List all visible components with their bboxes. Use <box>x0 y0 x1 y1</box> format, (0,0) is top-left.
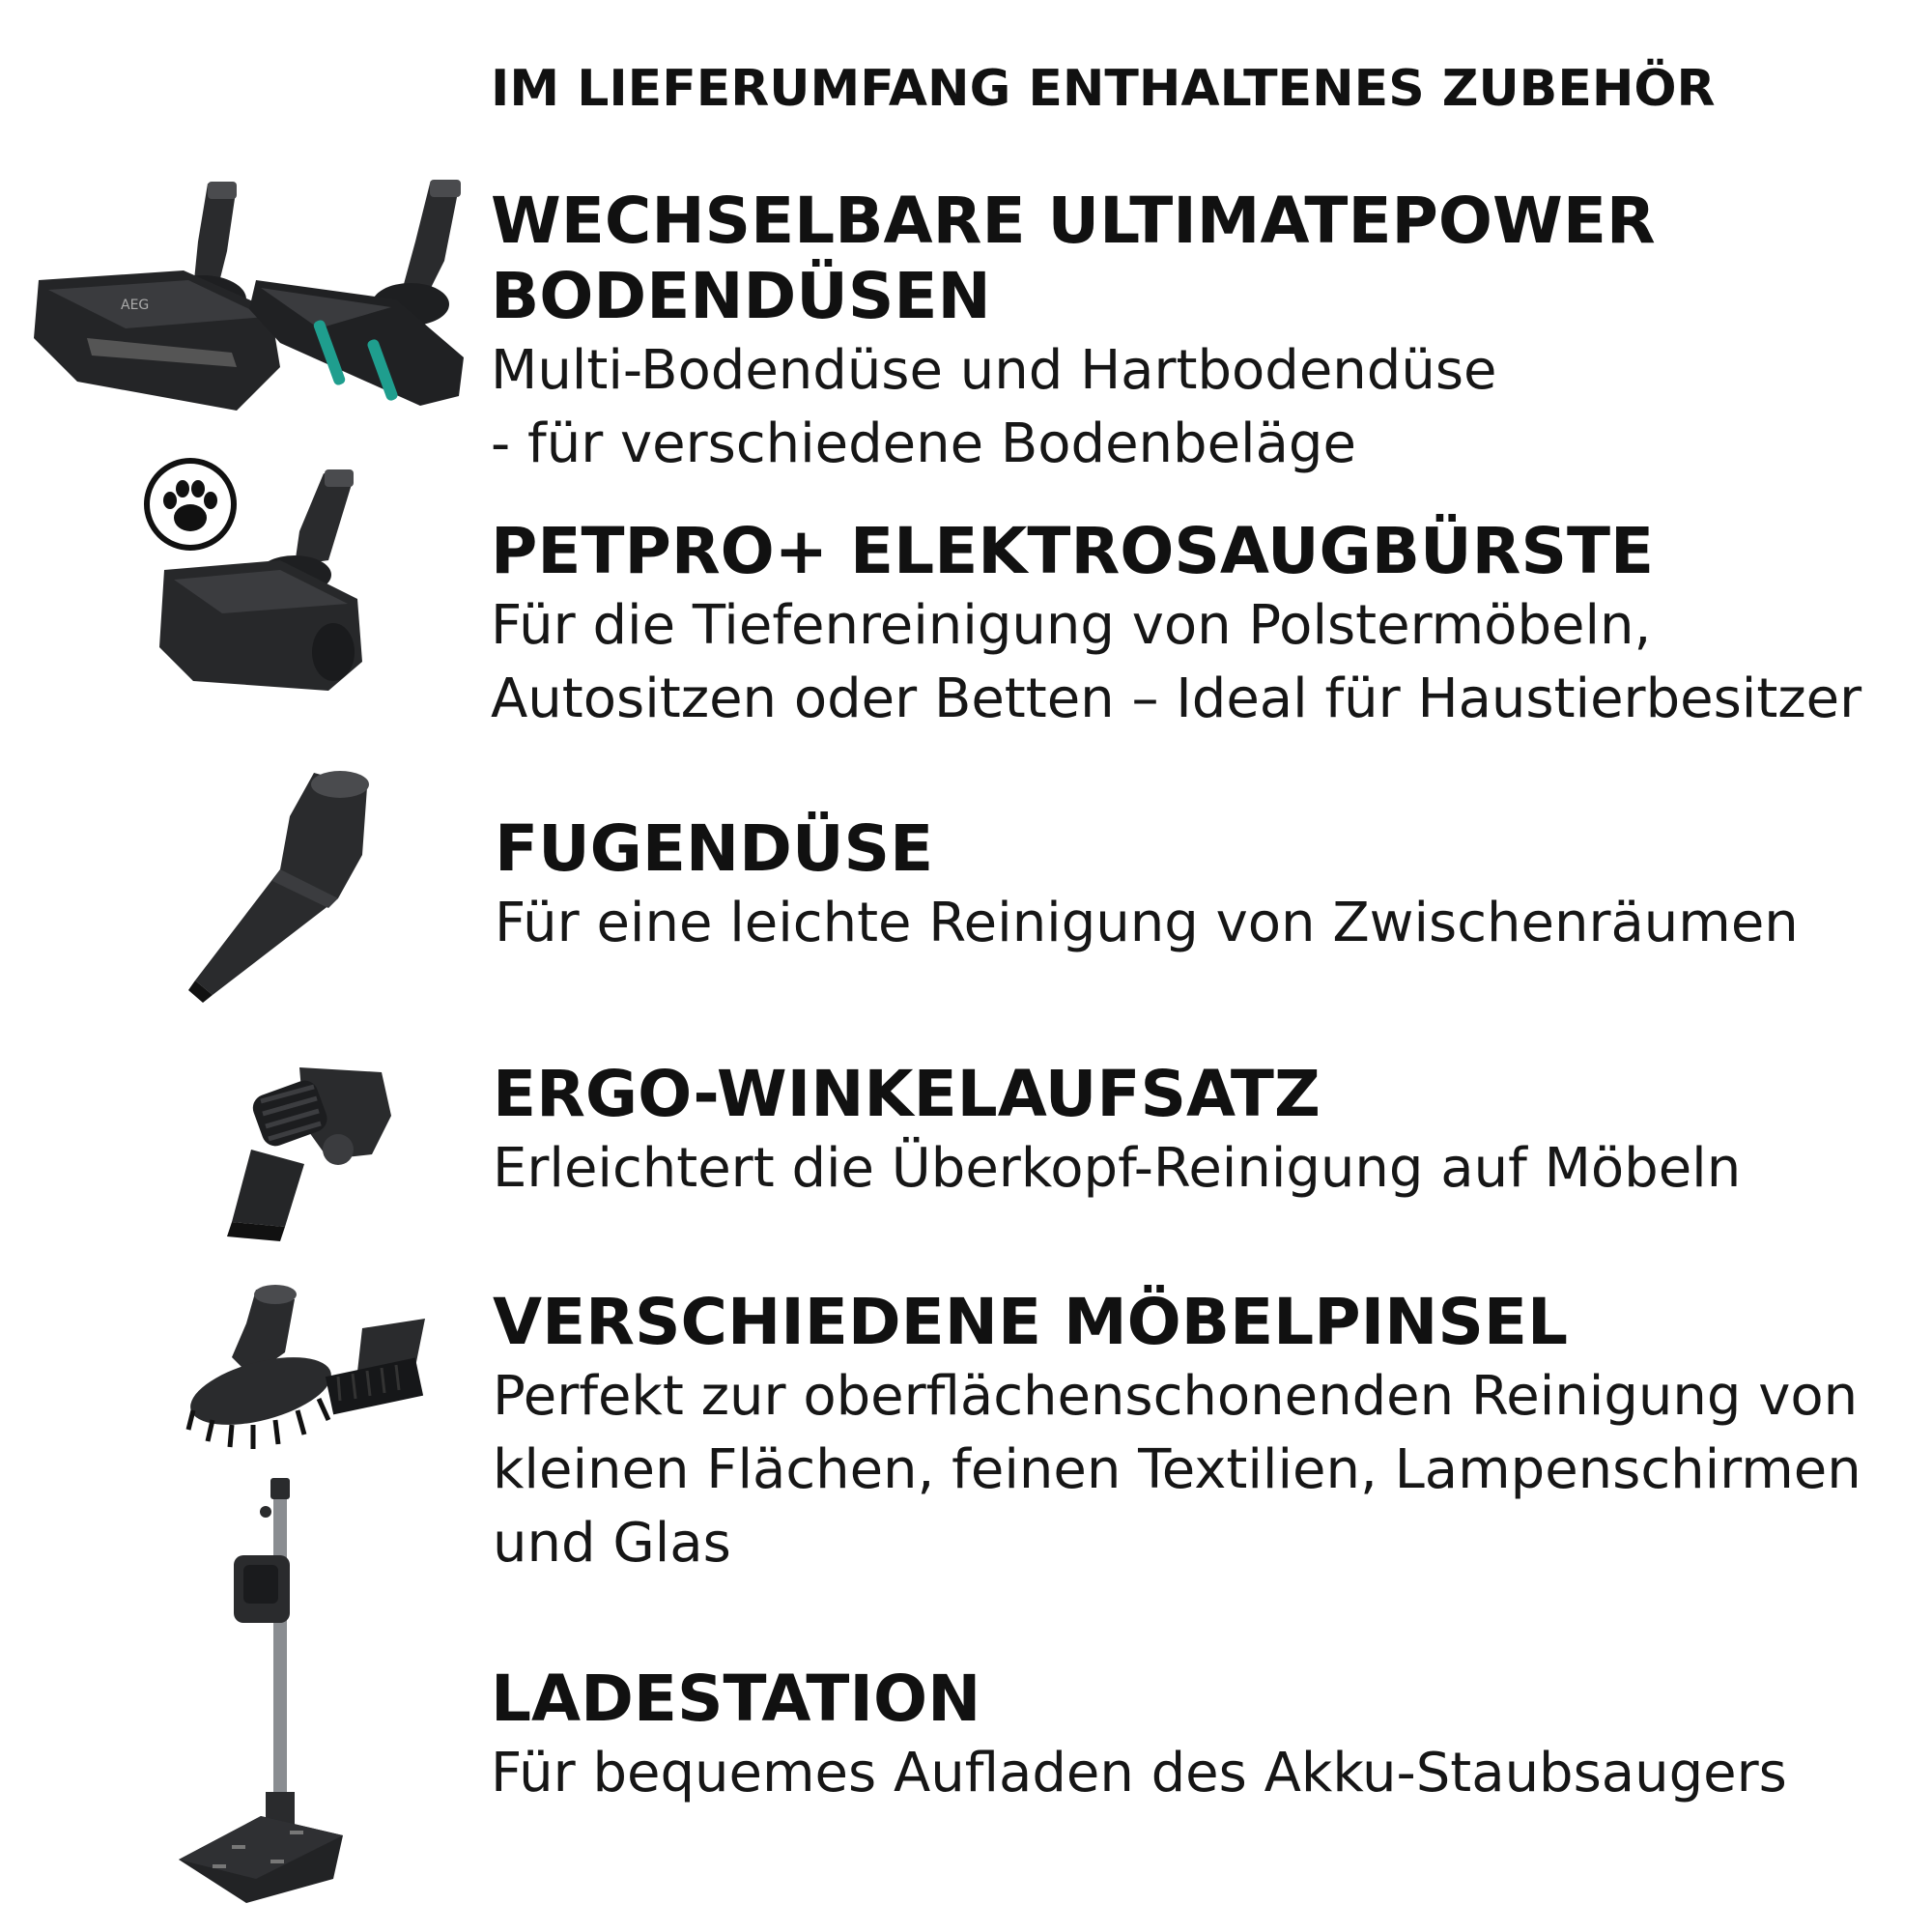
brand-logo: AEG <box>121 298 150 313</box>
floor-nozzles-icon <box>29 174 473 425</box>
pet-brush-icon <box>135 454 386 705</box>
item-charging-station <box>491 1662 1787 1810</box>
item-title: LADESTATION <box>491 1662 981 1736</box>
item-title: ERGO-WINKELAUFSATZ <box>493 1057 1321 1131</box>
item-pet-brush <box>491 514 1861 736</box>
item-description: Erleichtert die Überkopf-Reinigung auf Möbeln <box>493 1137 1742 1200</box>
item-title: FUGENDÜSE <box>495 811 934 886</box>
item-title: VERSCHIEDENE MÖBELPINSEL <box>493 1285 1569 1359</box>
page-title: IM LIEFERUMFANG ENTHALTENES ZUBEHÖR <box>491 60 1716 118</box>
angle-adapter-icon <box>213 1058 406 1251</box>
crevice-tool-icon <box>174 763 396 1014</box>
item-description: Für die Tiefenreinigung von Polstermöbeln, Autositzen oder Betten – Ideal für Haustierbesitzer <box>491 594 1862 730</box>
item-furniture-brushes <box>493 1285 1861 1580</box>
furniture-brushes-icon <box>184 1285 435 1459</box>
item-title: WECHSELBARE ULTIMATEPOWER BODENDÜSEN <box>491 184 1656 333</box>
item-description: Für eine leichte Reinigung von Zwischenräumen <box>495 892 1799 954</box>
item-description: Für bequemes Aufladen des Akku-Staubsaugers <box>491 1742 1787 1804</box>
item-angle-adapter <box>493 1057 1741 1206</box>
item-floor-nozzles <box>491 184 1656 481</box>
item-description: Perfekt zur oberflächenschonenden Reinigung von kleinen Flächen, feinen Textilien, Lampenschirmen und Glas <box>493 1365 1861 1575</box>
charging-station-icon <box>174 1473 357 1908</box>
item-crevice-tool <box>495 811 1799 960</box>
item-title: PETPRO+ ELEKTROSAUGBÜRSTE <box>491 514 1655 588</box>
item-description: Multi-Bodendüse und Hartbodendüse - für verschiedene Bodenbeläge <box>491 339 1497 475</box>
